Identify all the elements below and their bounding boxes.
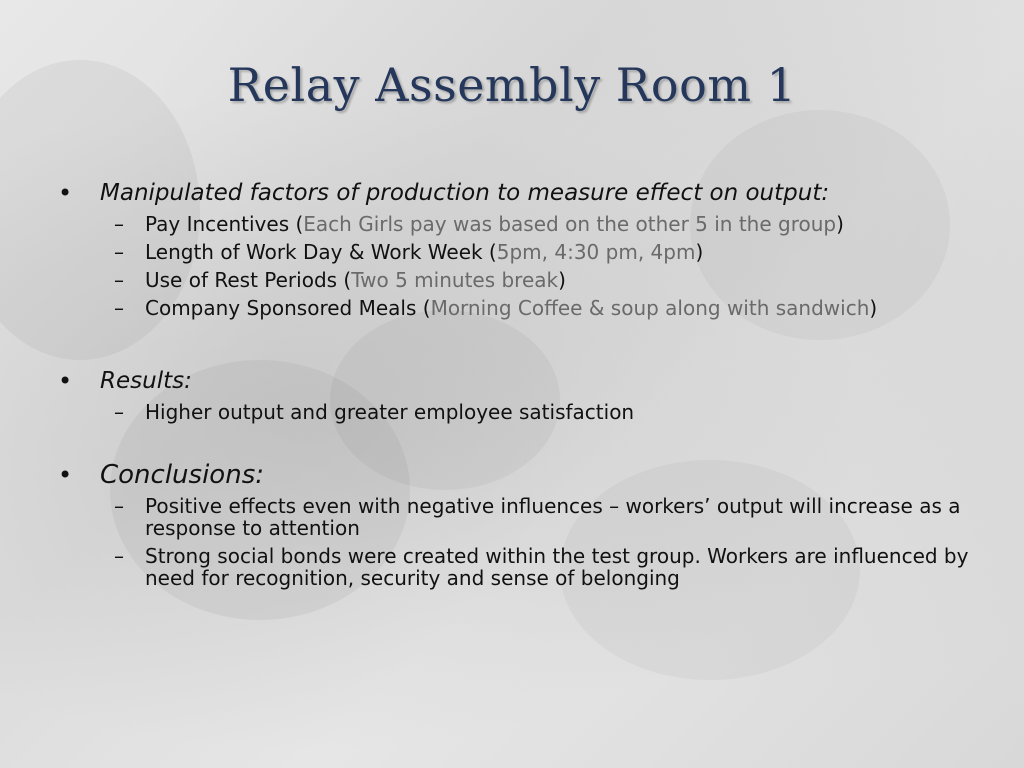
dash-marker: – — [114, 212, 124, 236]
bullet-marker: • — [58, 367, 73, 395]
bullet-heading: Conclusions: — [100, 460, 264, 490]
bullet-conclusions — [58, 457, 978, 493]
sub-item-social-bonds — [114, 545, 978, 589]
sub-list-factors — [114, 213, 978, 319]
sub-item-close: ) — [869, 296, 878, 320]
sub-item-close: ) — [695, 240, 704, 264]
sub-item-detail: Two 5 minutes break — [351, 268, 559, 292]
bullet-results — [58, 363, 978, 399]
sub-item-label: Pay Incentives ( — [145, 212, 304, 236]
sub-item-text: Positive effects even with negative influences – workers’ output will increase as a response to attention — [145, 494, 961, 540]
sub-item-pay-incentives — [114, 213, 978, 235]
sub-list-results — [114, 401, 978, 423]
sub-item-text: Higher output and greater employee satisfaction — [145, 400, 635, 424]
sub-list-conclusions — [114, 495, 978, 589]
sub-item-meals — [114, 297, 978, 319]
bullet-marker: • — [58, 461, 73, 489]
sub-item-detail: Morning Coffee & soup along with sandwich — [430, 296, 870, 320]
dash-marker: – — [114, 296, 124, 320]
bullet-heading: Results: — [100, 368, 192, 394]
sub-item-text: Strong social bonds were created within the test group. Workers are influenced by need for recognition, security and sense of belonging — [145, 544, 969, 590]
sub-item-detail: 5pm, 4:30 pm, 4pm — [496, 240, 696, 264]
bullet-marker: • — [58, 179, 73, 207]
dash-marker: – — [114, 494, 124, 518]
sub-item-higher-output — [114, 401, 978, 423]
bullet-manipulated-factors — [58, 175, 978, 211]
sub-item-label: Use of Rest Periods ( — [145, 268, 352, 292]
slide-body — [58, 175, 978, 595]
dash-marker: – — [114, 240, 124, 264]
sub-item-close: ) — [836, 212, 844, 236]
dash-marker: – — [114, 400, 124, 424]
dash-marker: – — [114, 544, 124, 568]
sub-item-detail: Each Girls pay was based on the other 5 in the group — [303, 212, 837, 236]
dash-marker: – — [114, 268, 124, 292]
sub-item-label: Company Sponsored Meals ( — [145, 296, 431, 320]
sub-item-close: ) — [558, 268, 566, 292]
slide-title: Relay Assembly Room 1 — [227, 58, 797, 112]
sub-item-positive-effects — [114, 495, 978, 539]
sub-item-label: Length of Work Day & Work Week ( — [145, 240, 497, 264]
sub-item-work-day — [114, 241, 978, 263]
sub-item-rest-periods — [114, 269, 978, 291]
bullet-heading: Manipulated factors of production to measure effect on output: — [100, 180, 830, 206]
